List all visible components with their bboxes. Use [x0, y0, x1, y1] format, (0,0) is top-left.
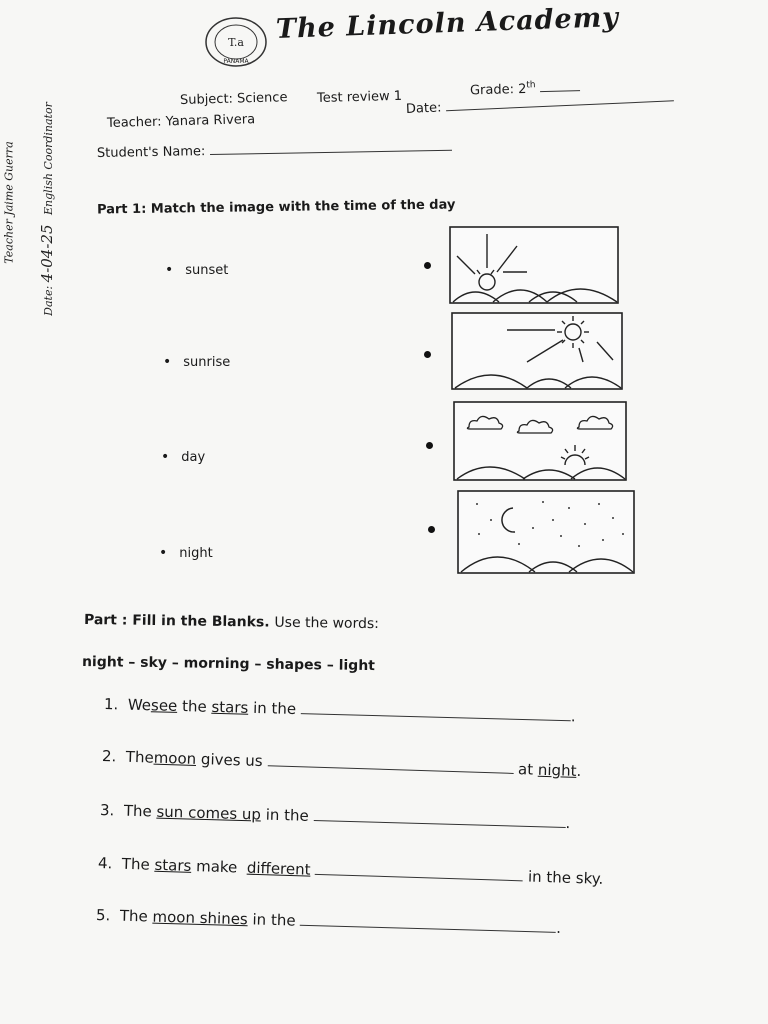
answer-blank-2[interactable]	[267, 751, 513, 774]
coordinator-approval-note: Date: 4-04-25 English Coordinator	[37, 102, 56, 316]
part1-title: Part 1: Match the image with the time of the day	[96, 197, 456, 218]
school-seal-icon	[203, 16, 269, 70]
test-name: Test review 1	[316, 88, 403, 106]
answer-blank-5[interactable]	[300, 911, 556, 933]
match-dot-3[interactable]	[426, 442, 433, 449]
match-dot-4[interactable]	[428, 526, 435, 533]
svg-text:T.a: T.a	[228, 36, 244, 49]
teacher-label: Teacher: Yanara Rivera	[106, 112, 256, 131]
subject-label: Subject: Science	[179, 90, 288, 108]
day-scene-image[interactable]	[451, 312, 625, 392]
option-sunset: • sunset	[165, 262, 229, 278]
question-5: 5. The moon shines in the .	[95, 906, 562, 937]
option-day: • day	[161, 449, 206, 465]
word-bank: night – sky – morning – shapes – light	[81, 654, 376, 675]
part2-title: Part : Fill in the Blanks. Use the words:	[83, 612, 380, 633]
option-night: • night	[159, 545, 213, 561]
answer-blank-3[interactable]	[313, 806, 565, 828]
question-3: 3. The sun comes up in the .	[99, 801, 571, 833]
grade-label: Grade: 2th	[470, 79, 580, 98]
option-sunrise: • sunrise	[163, 354, 231, 370]
match-dot-2[interactable]	[424, 351, 431, 358]
night-scene-image[interactable]	[457, 490, 637, 576]
match-dot-1[interactable]	[424, 262, 431, 269]
question-4: 4. The stars make different in the sky.	[97, 854, 604, 888]
sunset-scene-image[interactable]	[453, 401, 629, 483]
answer-blank-1[interactable]	[301, 699, 571, 721]
question-2: 2. Themoon gives us at night.	[101, 747, 582, 781]
date-field[interactable]: Date:	[406, 90, 674, 117]
answer-blank-4[interactable]	[315, 860, 523, 882]
sunrise-scene-image[interactable]	[449, 226, 621, 306]
student-name-field[interactable]: Student's Name:	[97, 140, 452, 161]
school-name: The Lincoln Academy	[275, 2, 620, 45]
coordinator-signature: Teacher Jaime Guerra	[2, 141, 16, 264]
svg-text:PANAMA: PANAMA	[223, 58, 249, 65]
question-1: 1. Wesee the stars in the .	[103, 695, 576, 726]
